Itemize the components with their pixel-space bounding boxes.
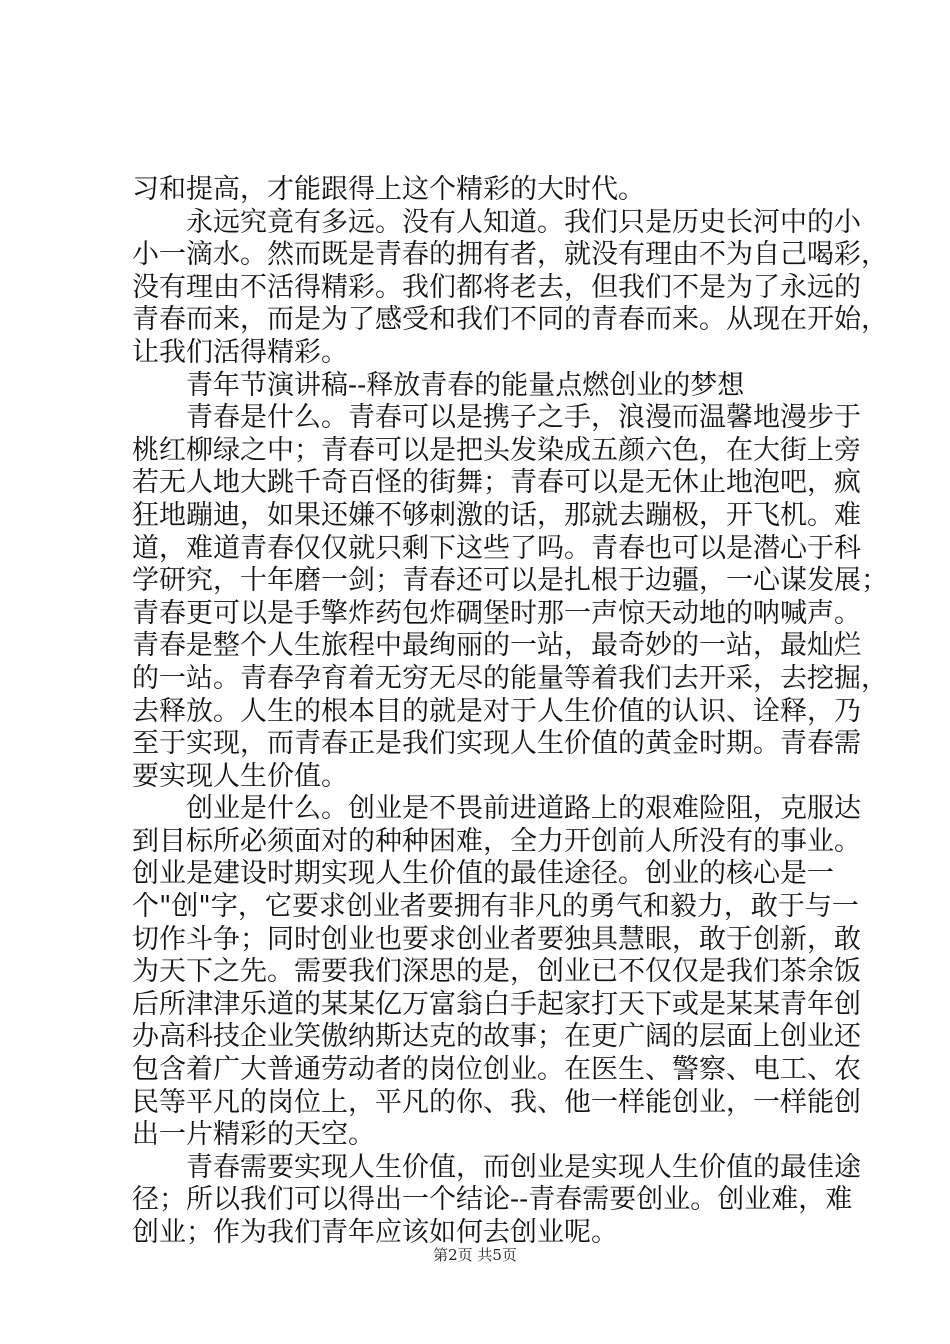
text-line: 后所津津乐道的某某亿万富翁白手起家打天下或是某某青年创	[132, 988, 861, 1020]
text-line: 去释放。人生的根本目的就是对于人生价值的认识、诠释，乃	[132, 695, 861, 727]
text-line: 青春需要实现人生价值，而创业是实现人生价值的最佳途	[132, 1151, 861, 1183]
text-line: 径；所以我们可以得出一个结论--青春需要创业。创业难，难	[132, 1184, 853, 1216]
text-line: 要实现人生价值。	[132, 760, 348, 792]
text-line: 小一滴水。然而既是青春的拥有者，就没有理由不为自己喝彩，	[132, 239, 888, 271]
text-line: 永远究竟有多远。没有人知道。我们只是历史长河中的小	[132, 206, 861, 238]
text-line: 桃红柳绿之中；青春可以是把头发染成五颜六色，在大街上旁	[132, 434, 861, 466]
text-line: 若无人地大跳千奇百怪的街舞；青春可以是无休止地泡吧，疯	[132, 467, 861, 499]
text-line: 青年节演讲稿--释放青春的能量点燃创业的梦想	[132, 369, 745, 401]
text-line: 民等平凡的岗位上，平凡的你、我、他一样能创业，一样能创	[132, 1086, 861, 1118]
text-line: 包含着广大普通劳动者的岗位创业。在医生、警察、电工、农	[132, 1054, 861, 1086]
text-line: 没有理由不活得精彩。我们都将老去，但我们不是为了永远的	[132, 271, 861, 303]
text-line: 青春更可以是手擎炸药包炸碉堡时那一声惊天动地的呐喊声。	[132, 597, 861, 629]
text-line: 青春是整个人生旅程中最绚丽的一站，最奇妙的一站，最灿烂	[132, 630, 861, 662]
page-footer: 第2页 共5页	[433, 1246, 517, 1264]
text-line: 的一站。青春孕育着无穷无尽的能量等着我们去开采，去挖掘，	[132, 662, 888, 694]
text-line: 创业是建设时期实现人生价值的最佳途径。创业的核心是一	[132, 858, 834, 890]
text-line: 习和提高，才能跟得上这个精彩的大时代。	[132, 174, 645, 205]
text-line: 出一片精彩的天空。	[132, 1119, 375, 1151]
text-line: 至于实现，而青春正是我们实现人生价值的黄金时期。青春需	[132, 728, 861, 760]
document-body	[132, 174, 888, 1250]
text-line: 个"创"字，它要求创业者要拥有非凡的勇气和毅力，敢于与一	[132, 891, 859, 923]
text-line: 让我们活得精彩。	[132, 336, 348, 368]
text-line: 切作斗争；同时创业也要求创业者要独具慧眼，敢于创新，敢	[132, 923, 861, 955]
text-line: 青春是什么。青春可以是携子之手，浪漫而温馨地漫步于	[132, 402, 861, 434]
text-line: 创业；作为我们青年应该如何去创业呢。	[132, 1217, 618, 1248]
text-line: 学研究，十年磨一剑；青春还可以是扎根于边疆，一心谋发展；	[132, 565, 888, 597]
text-line: 道，难道青春仅仅就只剩下这些了吗。青春也可以是潜心于科	[132, 532, 861, 564]
text-line: 到目标所必须面对的种种困难，全力开创前人所没有的事业。	[132, 825, 861, 857]
text-line: 狂地蹦迪，如果还嫌不够刺激的话，那就去蹦极，开飞机。难	[132, 499, 861, 531]
text-line: 创业是什么。创业是不畏前进道路上的艰难险阻，克服达	[132, 793, 861, 825]
text-line: 办高科技企业笑傲纳斯达克的故事；在更广阔的层面上创业还	[132, 1021, 861, 1053]
text-line: 青春而来，而是为了感受和我们不同的青春而来。从现在开始，	[132, 304, 888, 336]
text-line: 为天下之先。需要我们深思的是，创业已不仅仅是我们茶余饭	[132, 956, 861, 988]
